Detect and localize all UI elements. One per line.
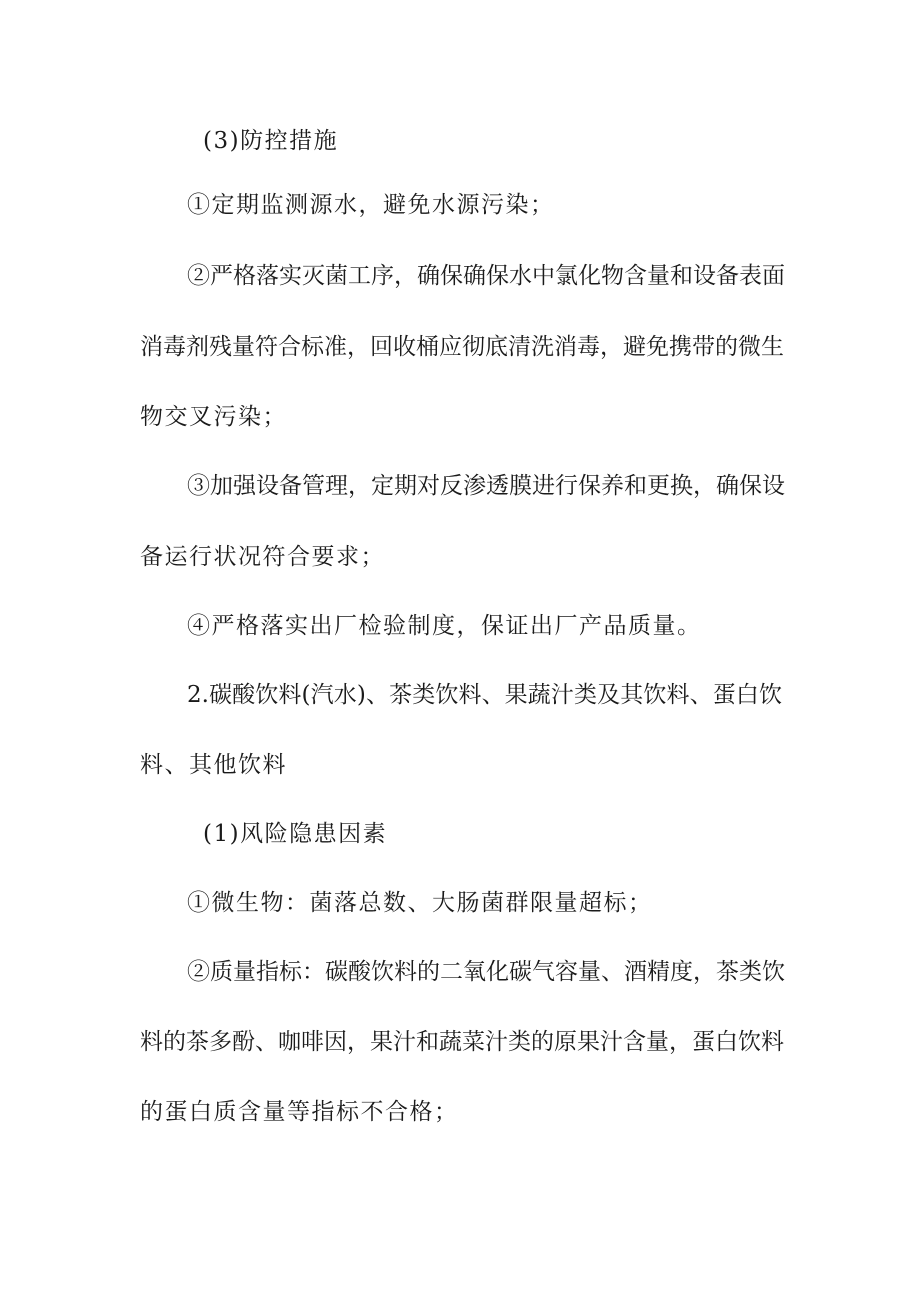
paragraph-item-1: ①定期监测源水，避免水源污染； <box>187 192 555 218</box>
paragraph-item-4: ④严格落实出厂检验制度，保证出厂产品质量。 <box>187 613 702 639</box>
paragraph-item-2-line-2: 消毒剂残量符合标准，回收桶应彻底清洗消毒，避免携带的微生 <box>140 334 784 360</box>
paragraph-item-3-line-1: ③加强设备管理，定期对反渗透膜进行保养和更换，确保设 <box>187 473 785 499</box>
paragraph-quality-line-2: 料的茶多酚、咖啡因，果汁和蔬菜汁类的原果汁含量，蛋白饮料 <box>140 1029 784 1055</box>
paragraph-item-3-line-2: 备运行状况符合要求； <box>140 544 385 570</box>
section-heading-2-line-1: 2.碳酸饮料(汽水)、茶类饮料、果蔬汁类及其饮料、蛋白饮 <box>187 682 782 708</box>
paragraph-item-2-line-3: 物交叉污染； <box>140 404 287 430</box>
paragraph-microbe-item: ①微生物：菌落总数、大肠菌群限量超标； <box>187 890 653 916</box>
section-heading-2-line-2: 料、其他饮料 <box>140 752 287 778</box>
paragraph-quality-line-1: ②质量指标：碳酸饮料的二氧化碳气容量、酒精度，茶类饮 <box>187 959 785 985</box>
heading-prevention-measures: (3)防控措施 <box>203 128 339 154</box>
paragraph-item-2-line-1: ②严格落实灭菌工序，确保确保水中氯化物含量和设备表面 <box>187 263 785 289</box>
heading-risk-factors: (1)风险隐患因素 <box>203 821 388 847</box>
paragraph-quality-line-3: 的蛋白质含量等指标不合格； <box>140 1099 459 1125</box>
